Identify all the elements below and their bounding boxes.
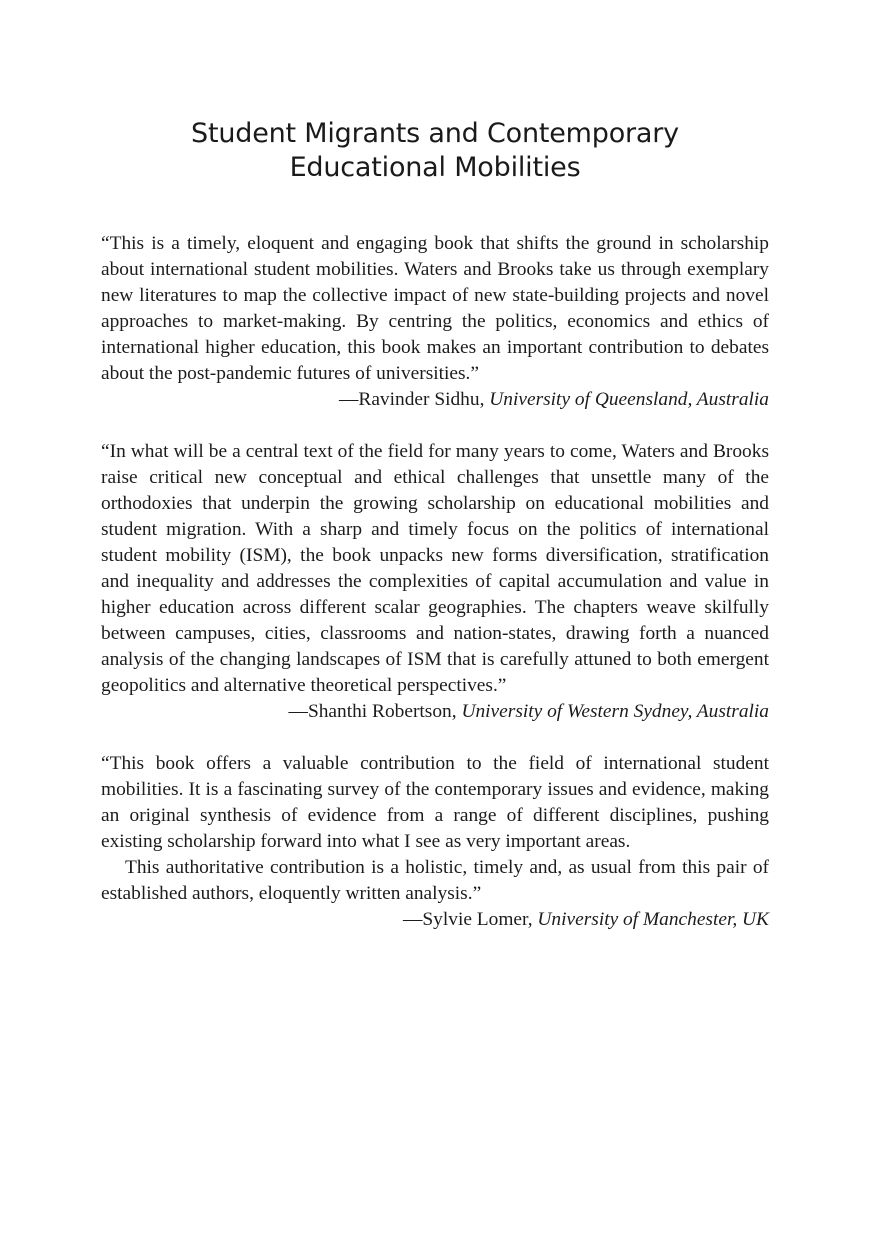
- endorsement-text: “In what will be a central text of the field for many years to come, Waters and Brooks raise critical new conceptual and ethical challenges that unsettle many of the orthodoxies that underpin the growing scholarship on educational mobilities and student migration. With a sharp and timely focus on the politics of international student mobility (ISM), the book unpacks new forms diversification, stratification and inequality and addresses the complexities of capital accumulation and value in higher education across different scalar geographies. The chapters weave skilfully between campuses, cities, classrooms and nation-states, drawing forth a nuanced analysis of the changing landscapes of ISM that is carefully attuned to both emergent geopolitics and alternative theoretical perspectives.”: [101, 441, 769, 696]
- endorser-affiliation: University of Western Sydney, Australia: [461, 701, 769, 722]
- endorser-name: —Shanthi Robertson,: [288, 701, 457, 722]
- endorsement-sidhu: [101, 231, 769, 413]
- endorsement-attribution: [101, 387, 769, 413]
- endorsement-text-continued: This authoritative contribution is a holistic, timely and, as usual from this pair of established authors, eloquently written analysis.”: [101, 857, 769, 904]
- book-title-line-2: Educational Mobilities: [289, 152, 581, 183]
- endorsement-page: [101, 0, 769, 933]
- book-title: [101, 117, 769, 185]
- endorsement-attribution: [101, 907, 769, 933]
- endorser-name: —Sylvie Lomer,: [403, 909, 533, 930]
- endorsement-text: “This book offers a valuable contribution to the field of international student mobilities. It is a fascinating survey of the contemporary issues and evidence, making an original synthesis of evidence from a range of different disciplines, pushing existing scholarship forward into what I see as very important areas.: [101, 753, 769, 852]
- endorsement-text: “This is a timely, eloquent and engaging book that shifts the ground in scholarship about international student mobilities. Waters and Brooks take us through exemplary new literatures to map the collective impact of new state-building projects and novel approaches to market-making. By centring the politics, economics and ethics of international higher education, this book makes an important contribution to debates about the post-pandemic futures of universities.”: [101, 233, 769, 384]
- endorser-affiliation: University of Queensland, Australia: [489, 389, 769, 410]
- endorser-affiliation: University of Manchester, UK: [537, 909, 769, 930]
- endorsement-lomer: [101, 751, 769, 933]
- endorsement-robertson: [101, 439, 769, 725]
- book-title-line-1: Student Migrants and Contemporary: [191, 118, 679, 149]
- endorsement-attribution: [101, 699, 769, 725]
- endorser-name: —Ravinder Sidhu,: [339, 389, 485, 410]
